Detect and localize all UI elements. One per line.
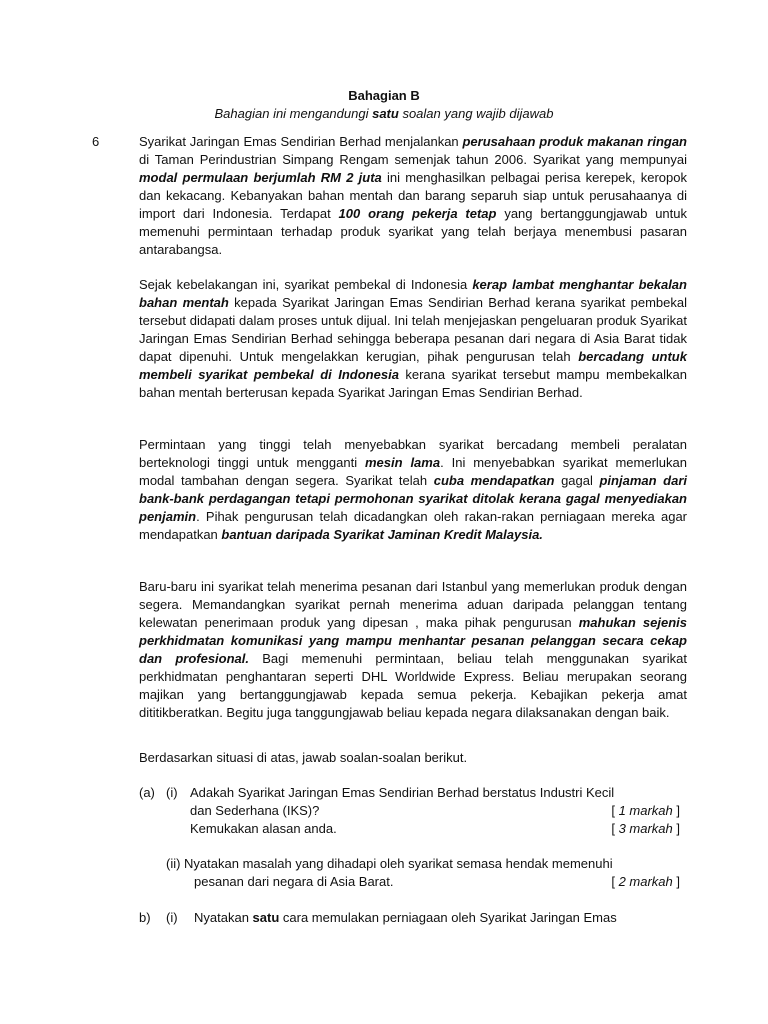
- body-text: Syarikat Jaringan Emas Sendirian Berhad menjalankan: [139, 134, 463, 149]
- body-text: kerana syarikat tersebut mampu membekalkan bahan mentah berterusan kepada Syarikat Jaringan Emas Sendirian Berhad.: [139, 367, 687, 400]
- question-a-i-line2: dan Sederhana (IKS)?: [190, 803, 320, 818]
- emphasis-text: cuba mendapatkan: [433, 473, 555, 488]
- body-text: di Taman Perindustrian Simpang Rengam semenjak tahun 2006. Syarikat yang mempunyai: [139, 152, 687, 167]
- section-title: Bahagian B: [348, 88, 420, 103]
- question-a-i-line3: Kemukakan alasan anda.: [190, 821, 337, 836]
- question-b-i-text-2: cara memulakan perniagaan oleh Syarikat Jaringan Emas: [279, 910, 617, 925]
- body-text: Sejak kebelakangan ini, syarikat pembekal di Indonesia: [139, 277, 473, 292]
- emphasis-text: bantuan daripada Syarikat Jaminan Kredit Malaysia.: [221, 527, 543, 542]
- question-a-i-line1: Adakah Syarikat Jaringan Emas Sendirian Berhad berstatus Industri Kecil: [190, 785, 615, 800]
- question-a-label: (a): [139, 785, 155, 800]
- emphasis-text: bercadang untuk membeli syarikat pembekal di Indonesia: [139, 349, 687, 382]
- body-text: gagal: [554, 473, 600, 488]
- emphasis-text: 100 orang pekerja tetap: [338, 206, 497, 221]
- mark-allocation: [ 2 markah ]: [611, 874, 680, 889]
- question-b-i-text-1: Nyatakan: [194, 910, 253, 925]
- emphasis-text: modal permulaan berjumlah RM 2 juta: [139, 170, 382, 185]
- question-number: 6: [92, 134, 100, 149]
- paragraph-2: [139, 276, 687, 402]
- mark-allocation: [ 1 markah ]: [611, 803, 680, 818]
- body-text: . Pihak pengurusan telah dicadangkan oleh rakan-rakan perniagaan mereka agar mendapatkan: [139, 509, 687, 542]
- instruction-text: Berdasarkan situasi di atas, jawab soalan-soalan berikut.: [139, 750, 468, 765]
- emphasis-text: perusahaan produk makanan ringan: [462, 134, 687, 149]
- paragraph-3: [139, 436, 687, 544]
- emphasis-text: mesin lama: [364, 455, 441, 470]
- mark-value: 3 markah: [618, 821, 673, 836]
- question-b-i-label: (i): [166, 910, 178, 925]
- mark-value: 2 markah: [618, 874, 673, 889]
- body-text: yang bertanggungjawab untuk memenuhi permintaan terhadap produk syarikat yang telah berjaya menembusi pasaran antarabangsa.: [139, 206, 687, 257]
- paragraph-1: [139, 133, 687, 259]
- subtitle-bold: satu: [372, 106, 399, 121]
- question-a-ii-line1: (ii) Nyatakan masalah yang dihadapi oleh syarikat semasa hendak memenuhi: [166, 856, 613, 871]
- question-a-ii-line2: pesanan dari negara di Asia Barat.: [194, 874, 394, 889]
- mark-value: 1 markah: [618, 803, 673, 818]
- body-text: kepada Syarikat Jaringan Emas Sendirian Berhad kerana syarikat pembekal tersebut didapati dalam proses untuk dijual. Ini telah menjejaskan pengeluaran produk Syarikat Jaringan Emas Sendirian Berhad sehingga beberapa pesanan dari negara di Asia Barat tidak dapat dipenuhi. Untuk mengelakkan kerugian, pihak pengurusan telah: [139, 295, 688, 364]
- emphasis-text: kerap lambat menghantar bekalan bahan mentah: [139, 277, 687, 310]
- question-b-i-bold: satu: [252, 910, 280, 925]
- emphasis-text: mahukan sejenis perkhidmatan komunikasi yang mampu menhantar pesanan pelanggan secara cekap dan profesional.: [139, 615, 687, 666]
- paragraph-4: [139, 578, 687, 722]
- subtitle-text-2: soalan yang wajib dijawab: [398, 106, 554, 121]
- question-b-label: b): [139, 910, 151, 925]
- question-a-i-label: (i): [166, 785, 178, 800]
- section-subtitle: [0, 105, 768, 123]
- body-text: ini menghasilkan pelbagai perisa kerepek, keropok dan kekacang. Kebanyakan bahan mentah dan barang separuh siap untuk perusahaanya di import dari Indonesia. Terdapat: [139, 170, 687, 221]
- subtitle-text-1: Bahagian ini mengandungi: [214, 106, 373, 121]
- body-text: . Ini menyebabkan syarikat memerlukan modal tambahan dengan segera. Syarikat telah: [139, 455, 687, 488]
- body-text: Permintaan yang tinggi telah menyebabkan syarikat bercadang membeli peralatan berteknologi tinggi untuk mengganti: [139, 437, 687, 470]
- emphasis-text: pinjaman dari bank-bank perdagangan tetapi permohonan syarikat ditolak kerana gagal menyediakan penjamin: [139, 473, 687, 524]
- body-text: Baru-baru ini syarikat telah menerima pesanan dari Istanbul yang memerlukan produk dengan segera. Memandangkan syarikat pernah menerima aduan daripada pelanggan tentang kelewatan penerimaan produk yang dipesan , maka pihak pengurusan: [139, 579, 687, 630]
- mark-allocation: [ 3 markah ]: [611, 821, 680, 836]
- body-text: Bagi memenuhi permintaan, beliau telah menggunakan syarikat perkhidmatan penghantaran seperti DHL Worldwide Express. Beliau merupakan seorang majikan yang bertanggungjawab kepada semua pekerja. Kebajikan pekerja amat dititikberatkan. Begitu juga tanggungjawab beliau kepada negara dilaksanakan dengan baik.: [139, 651, 687, 720]
- question-b-i-text: [194, 909, 617, 927]
